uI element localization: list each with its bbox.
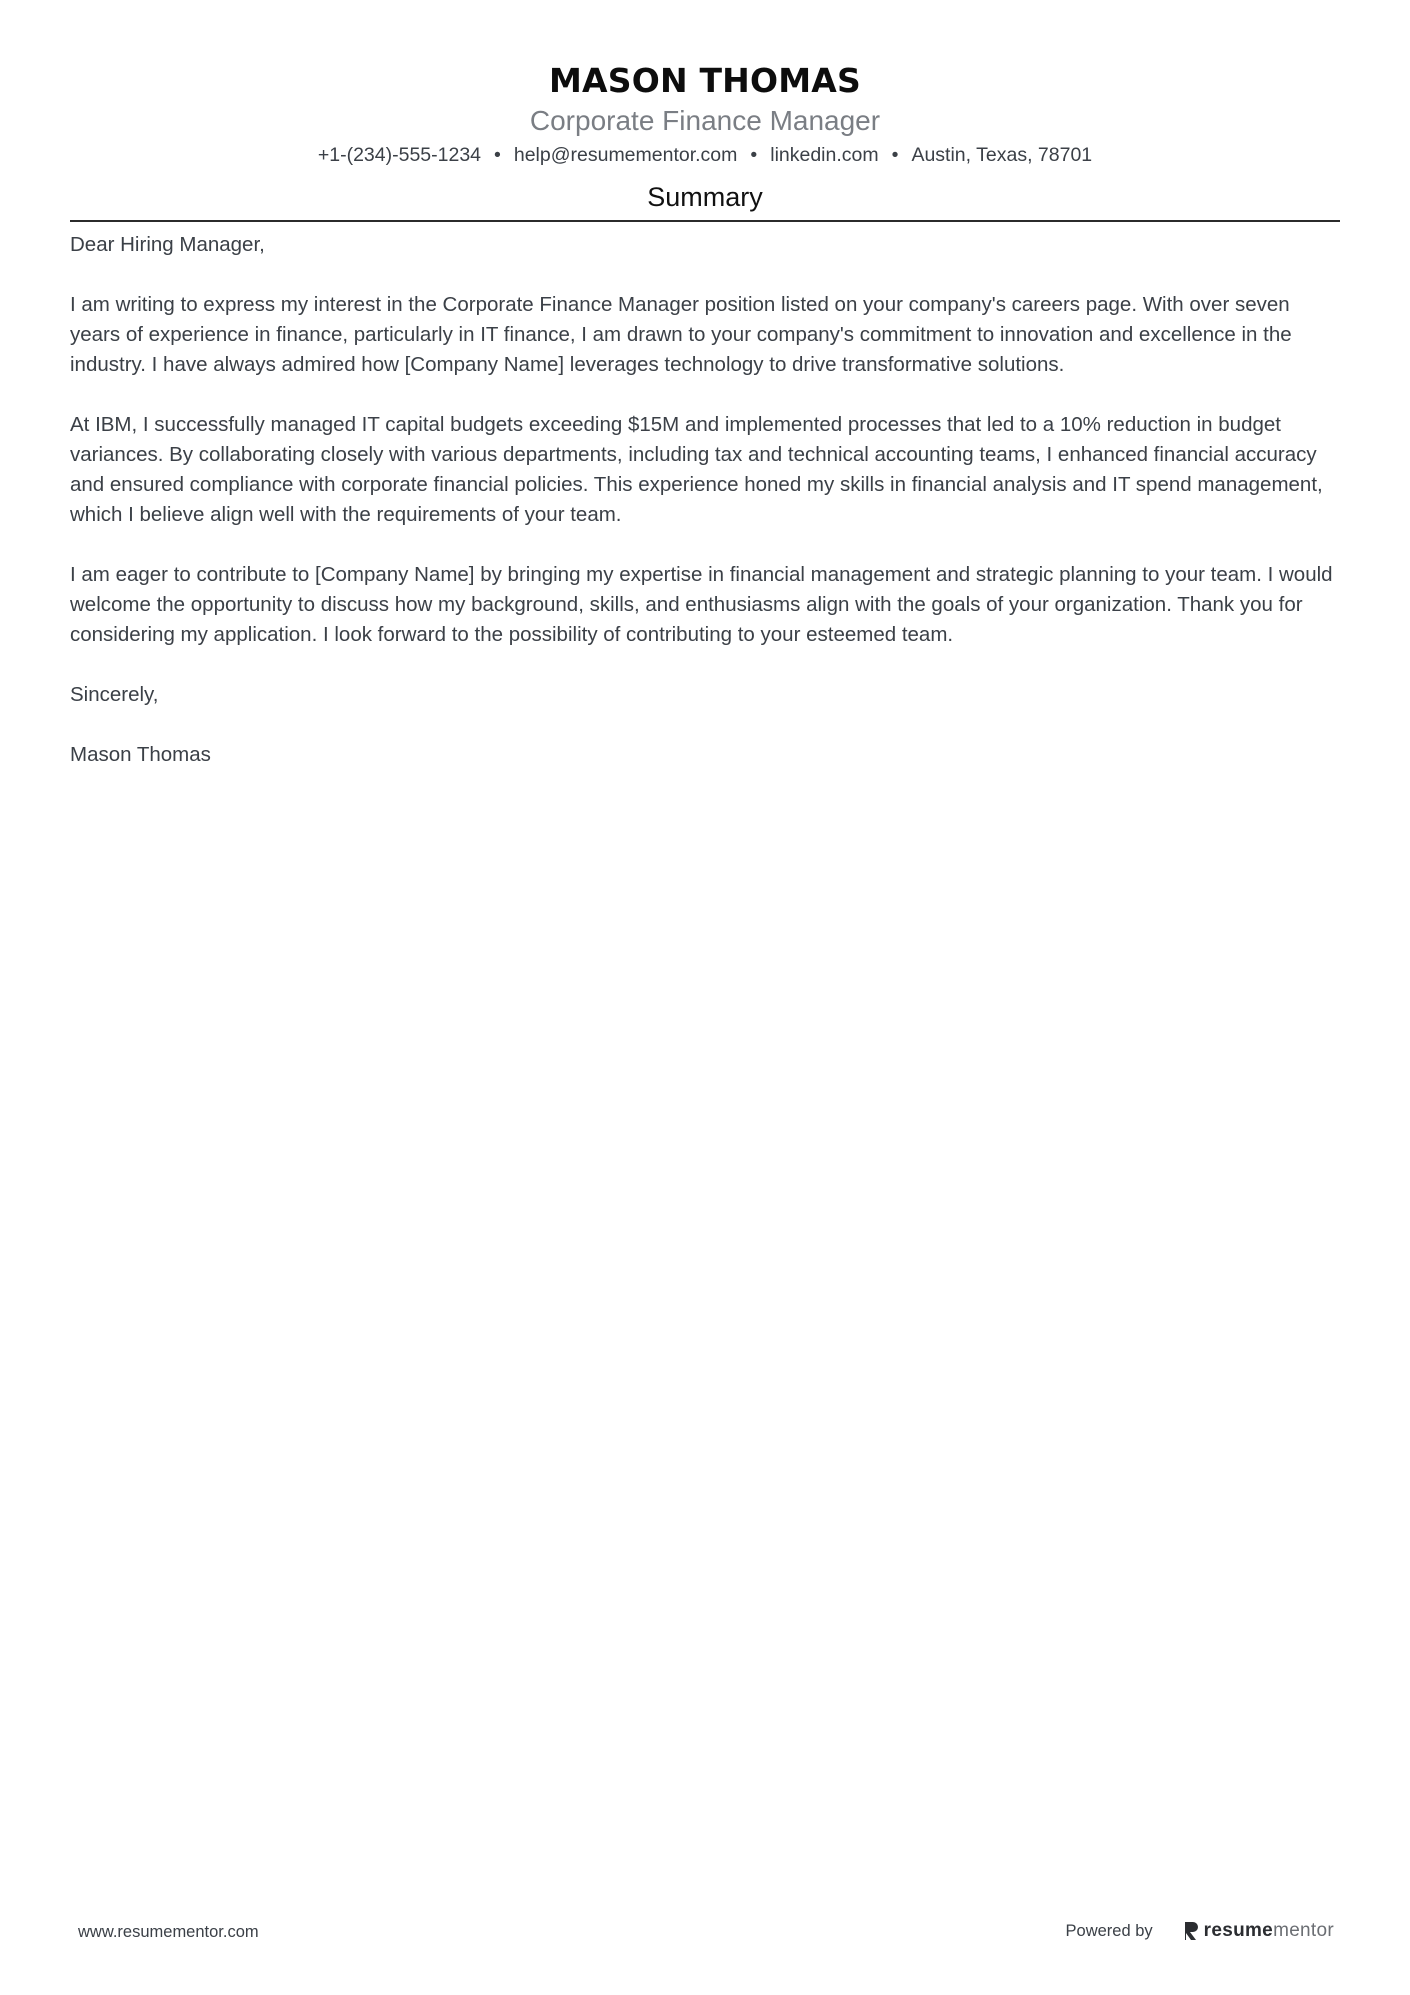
- letter-paragraph-3: I am eager to contribute to [Company Name] by bringing my expertise in financial management and strategic planning to your team. I would welcome the opportunity to discuss how my background, skills, and enthusiasms align with the goals of your organization. Thank you for considering my application. I look forward to the possibility of contributing to your esteemed team.: [70, 563, 1333, 646]
- contact-line: [70, 141, 1340, 169]
- section-divider: [70, 220, 1340, 222]
- brand-name-part2: mentor: [1273, 1920, 1334, 1941]
- letter-paragraph-1: I am writing to express my interest in the Corporate Finance Manager position listed on your company's careers page. With over seven years of experience in finance, particularly in IT finance, I am drawn to your company's commitment to innovation and excellence in the industry. I have always admired how [Company Name] leverages technology to drive transformative solutions.: [70, 293, 1292, 376]
- contact-phone: +1-(234)-555-1234: [317, 144, 482, 166]
- letter-signature: Mason Thomas: [70, 743, 211, 766]
- contact-linkedin[interactable]: linkedin.com: [770, 144, 879, 166]
- separator-dot: •: [891, 144, 899, 166]
- footer-branding: [1066, 1916, 1334, 1946]
- letter-paragraph-2: At IBM, I successfully managed IT capital budgets exceeding $15M and implemented processes that led to a 10% reduction in budget variances. By collaborating closely with various departments, including tax and technical accounting teams, I enhanced financial accuracy and ensured compliance with corporate financial policies. This experience honed my skills in financial analysis and IT spend management, which I believe align well with the requirements of your team.: [70, 413, 1323, 526]
- letter-closing: Sincerely,: [70, 683, 159, 706]
- letter-body: [70, 230, 1342, 800]
- section-title-summary: Summary: [647, 182, 763, 212]
- letter-greeting: Dear Hiring Manager,: [70, 233, 265, 256]
- brand-logo[interactable]: [1183, 1920, 1334, 1942]
- separator-dot: •: [750, 144, 758, 166]
- contact-email[interactable]: help@resumementor.com: [513, 144, 738, 166]
- resumementor-logo-icon: [1183, 1920, 1199, 1942]
- header: [70, 58, 1340, 169]
- job-title: Corporate Finance Manager: [529, 105, 881, 136]
- powered-by-label: Powered by: [1065, 1921, 1153, 1940]
- footer-website[interactable]: www.resumementor.com: [78, 1923, 259, 1941]
- contact-location: Austin, Texas, 78701: [911, 144, 1093, 166]
- candidate-name: MASON THOMAS: [548, 61, 862, 100]
- brand-name-part1: resume: [1203, 1920, 1274, 1941]
- separator-dot: •: [494, 144, 501, 166]
